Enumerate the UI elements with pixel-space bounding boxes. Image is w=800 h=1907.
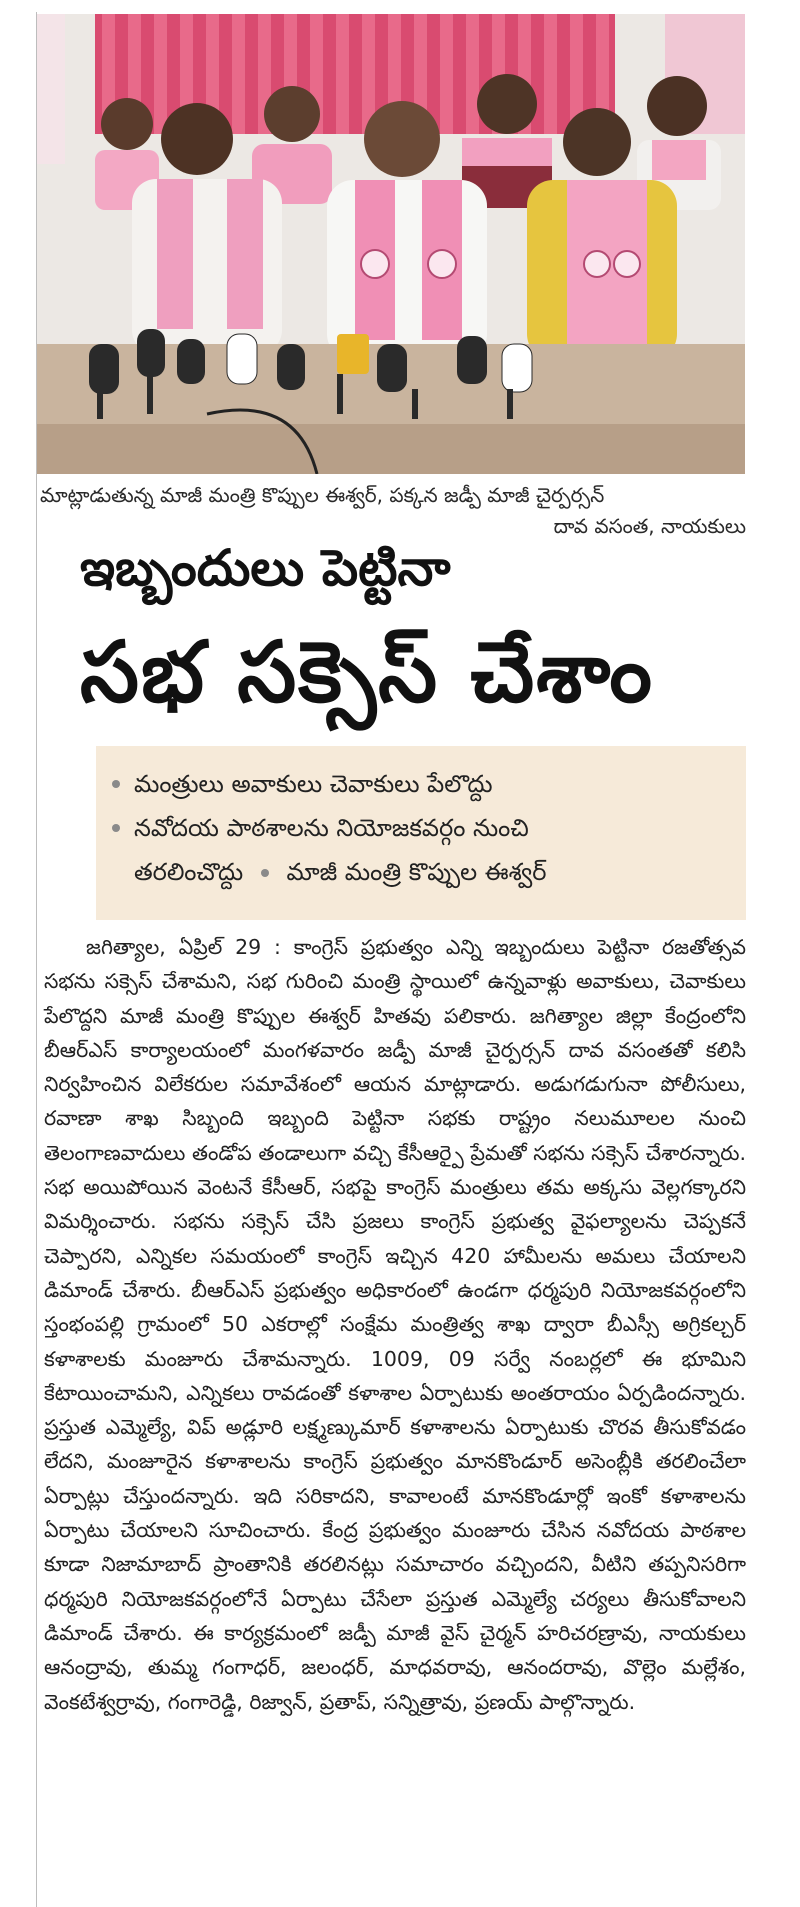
bullet-icon <box>261 869 269 877</box>
highlight-text-2: నవోదయ పాఠశాలను నియోజకవర్గం నుంచి <box>134 814 529 842</box>
highlight-text-1: మంత్రులు అవాకులు చెవాకులు పేలొద్దు <box>134 770 493 798</box>
headline-kicker: ఇబ్బందులు పెట్టినా <box>80 539 451 597</box>
article-body <box>44 930 746 1719</box>
bullet-icon <box>112 780 120 788</box>
article-paragraph: జగిత్యాల, ఏప్రిల్ 29 : కాంగ్రెస్ ప్రభుత్వం ఎన్ని ఇబ్బందులు పెట్టినా రజతోత్సవ సభను సక్సెస్ చేశామని, సభ గురించి మంత్రి స్థాయిలో ఉన్నవాళ్లు అవాకులు, చెవాకులు పేలొద్దని మాజీ మంత్రి కొప్పుల ఈశ్వర్ హితవు పలికారు. జగిత్యాల జిల్లా కేంద్రంలోని బీఆర్ఎస్ కార్యాలయంలో మంగళవారం జడ్పీ మాజీ చైర్పర్సన్ దావ వసంతతో కలిసి నిర్వహించిన విలేకరుల సమావేశంలో ఆయన మాట్లాడారు. అడుగడుగునా పోలీసులు, రవాణా శాఖ సిబ్బంది ఇబ్బంది పెట్టినా సభకు రాష్ట్రం నలుమూలల నుంచి తెలంగాణవాదులు తండోప తండాలుగా వచ్చి కేసీఆర్పై ప్రేమతో సభను సక్సెస్ చేశారన్నారు. సభ అయిపోయిన వెంటనే కేసీఆర్, సభపై కాంగ్రెస్ మంత్రులు తమ అక్కసు వెల్లగక్కారని విమర్శించారు. సభను సక్సెస్ చేసి ప్రజలు కాంగ్రెస్ ప్రభుత్వ వైఫల్యాలను చెప్పకనే చెప్పారని, ఎన్నికల సమయంలో కాంగ్రెస్ ఇచ్చిన 420 హామీలను అమలు చేయాలని డిమాండ్ చేశారు. బీఆర్ఎస్ ప్రభుత్వం అధికారంలో ఉండగా ధర్మపురి నియోజకవర్గంలోని స్తంభంపల్లి గ్రామంలో 50 ఎకరాల్లో సంక్షేమ మంత్రిత్వ శాఖ ద్వారా బీఎస్సీ అగ్రికల్చర్ కళాశాలకు మంజూరు చేశామన్నారు. 1009, 09 సర్వే నంబర్లలో ఈ భూమిని కేటాయించామని, ఎన్నికలు రావడంతో కళాశాల ఏర్పాటుకు అంతరాయం ఏర్పడిందన్నారు. ప్రస్తుత ఎమ్మెల్యే, విప్ అడ్లూరి లక్ష్మణ్కుమార్ కళాశాలను ఏర్పాటుకు చొరవ తీసుకోవడం లేదని, మంజూరైన కళాశాలను కాంగ్రెస్ ప్రభుత్వం మానకొండూర్ అసెంబ్లీకి తరలించేలా ఏర్పాట్లు చేస్తుందన్నారు. ఇది సరికాదని, కావాలంటే మానకొండూర్లో ఇంకో కళాశాలను ఏర్పాటు చేయాలని సూచించారు. కేంద్ర ప్రభుత్వం మంజూరు చేసిన నవోదయ పాఠశాల కూడా నిజామాబాద్ ప్రాంతానికి తరలినట్లు సమాచారం వచ్చిందని, వీటిని తప్పనిసరిగా ధర్మపురి నియోజకవర్గంలోనే ఏర్పాటు చేసేలా ప్రస్తుత ఎమ్మెల్యే చర్యలు తీసుకోవాలని డిమాండ్ చేశారు. ఈ కార్యక్రమంలో జడ్పీ మాజీ వైస్ చైర్మన్ హరిచరణ్రావు, నాయకులు ఆనంద్రావు, తుమ్మ గంగాధర్, జలంధర్, మాధవరావు, ఆనందరావు, వొల్లెం మల్లేశం, వెంకటేశ్వర్రావు, గంగారెడ్డి, రిజ్వాన్, ప్రతాప్, సన్నిత్రావు, ప్రణయ్ పాల్గొన్నారు. <box>44 935 746 1714</box>
highlight-item <box>134 806 728 850</box>
bullet-icon <box>112 824 120 832</box>
highlight-text-3: మాజీ మంత్రి కొప్పుల ఈశ్వర్ <box>286 858 547 886</box>
headline-main: సభ సక్సెస్ చేశాం <box>80 623 654 721</box>
caption-line-1: మాట్లాడుతున్న మాజీ మంత్రి కొప్పుల ఈశ్వర్, పక్కన జడ్పీ మాజీ చైర్పర్సన్ <box>40 483 605 507</box>
press-meet-photo <box>37 14 745 474</box>
photo-illustration <box>37 14 745 474</box>
front-row-people <box>132 101 677 360</box>
photo-caption <box>40 480 746 542</box>
caption-line-2: దావ వసంత, నాయకులు <box>553 514 746 538</box>
highlight-item <box>134 762 728 806</box>
highlight-continuation <box>96 850 746 894</box>
highlight-text-2b: తరలించొద్దు <box>134 858 244 886</box>
highlights-box <box>96 746 746 920</box>
